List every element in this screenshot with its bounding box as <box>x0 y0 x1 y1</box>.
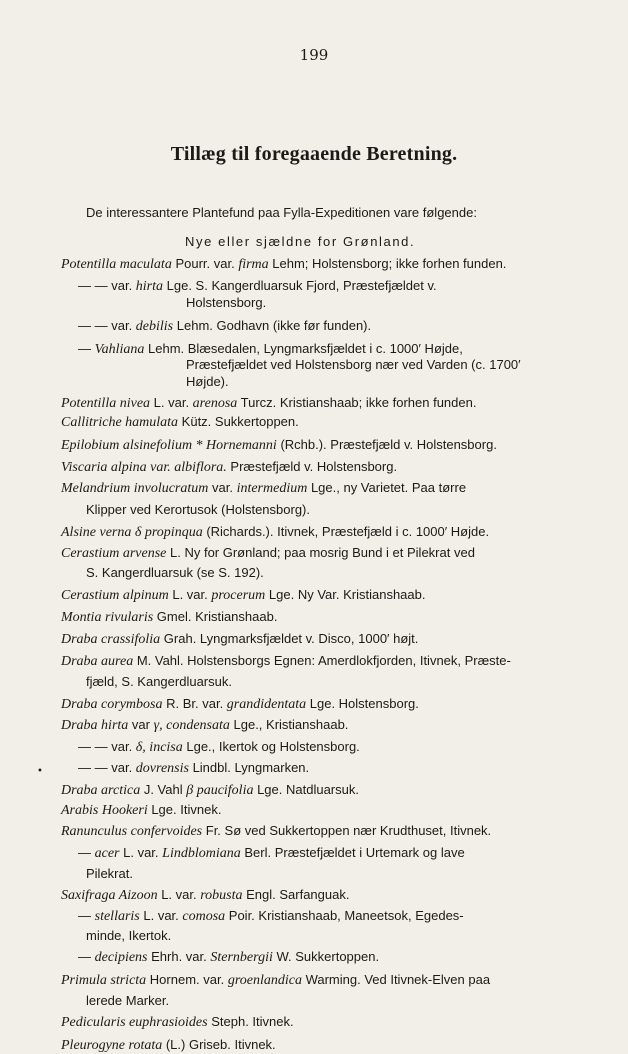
line-text: Engl. Sarfanguak. <box>242 887 350 902</box>
line-text: L. var. <box>157 887 201 902</box>
text-line <box>61 1014 294 1031</box>
section-subheading: Nye eller sjældne for Grønland. <box>185 234 416 249</box>
taxon-name: stellaris <box>94 909 140 924</box>
taxon-name: Melandrium involucratum <box>61 481 209 496</box>
taxon-name: Draba crassifolia <box>61 632 161 647</box>
taxon-name: Ranunculus confervoides <box>61 824 203 839</box>
text-line <box>61 1037 276 1054</box>
taxon-name: grandidentata <box>226 697 307 712</box>
text-line <box>61 653 511 670</box>
line-text: Præstefjæld v. Holstensborg. <box>226 459 398 474</box>
taxon-name: Draba corymbosa <box>61 697 163 712</box>
line-text: S. Kangerdluarsuk (se S. 192). <box>86 565 264 580</box>
text-line <box>61 696 419 713</box>
text-line <box>61 887 349 904</box>
line-text: Grah. Lyngmarksfjældet v. Disco, 1000′ højt. <box>160 631 419 646</box>
taxon-name: procerum <box>211 588 266 603</box>
taxon-name: Epilobium alsinefolium * Hornemanni <box>61 438 277 453</box>
line-text: — — var. <box>78 278 136 293</box>
line-text: Kütz. Sukkertoppen. <box>178 414 299 429</box>
line-text: var. <box>208 480 237 495</box>
line-text: — <box>78 845 95 860</box>
line-text: — — var. <box>78 318 136 333</box>
text-line <box>86 866 133 882</box>
taxon-name: decipiens <box>94 950 148 965</box>
text-line <box>61 395 476 412</box>
page-number: 199 <box>299 46 329 64</box>
line-text: Ehrh. var. <box>147 949 211 964</box>
taxon-name: firma <box>238 257 269 272</box>
line-text: L. var. <box>150 395 193 410</box>
taxon-name: arenosa <box>192 396 238 411</box>
text-line <box>78 949 379 966</box>
text-line <box>86 928 171 944</box>
taxon-name: Callitriche hamulata <box>61 415 179 430</box>
line-text: — <box>78 908 95 923</box>
taxon-name: dovrensis <box>135 761 189 776</box>
line-text: (Richards.). Itivnek, Præstefjæld i c. 1000′ Højde. <box>202 524 490 539</box>
text-line <box>86 502 310 518</box>
text-line <box>61 823 491 840</box>
page-title: Tillæg til foregaaende Beretning. <box>170 143 458 165</box>
text-line <box>78 845 465 862</box>
line-text: Lge., Ikertok og Holstensborg. <box>182 739 360 754</box>
taxon-name: Draba arctica <box>61 783 141 798</box>
text-line <box>86 674 232 690</box>
line-text: Lge. S. Kangerdluarsuk Fjord, Præstefjældet v. <box>163 278 437 293</box>
text-line <box>86 993 169 1009</box>
taxon-name: hirta <box>135 279 164 294</box>
taxon-name: Pleurogyne rotata <box>61 1038 163 1053</box>
taxon-name: Vahliana <box>94 342 145 357</box>
taxon-name: Potentilla nivea <box>61 396 151 411</box>
text-line <box>61 609 277 626</box>
line-text: Lge. Natdluarsuk. <box>253 782 359 797</box>
text-line <box>61 782 359 799</box>
taxon-name: robusta <box>200 888 243 903</box>
taxon-name: Potentilla maculata <box>61 257 172 272</box>
line-text: L. var. <box>168 587 212 602</box>
line-text: Lindbl. Lyngmarken. <box>188 760 310 775</box>
line-text: Hornem. var. <box>146 972 228 987</box>
text-line <box>186 357 521 373</box>
line-text: L. var. <box>139 908 183 923</box>
taxon-name: Draba hirta <box>61 718 129 733</box>
line-text: — <box>78 341 95 356</box>
text-line <box>78 318 371 335</box>
taxon-name: Alsine verna δ propinqua <box>61 525 203 540</box>
taxon-name: Montia rivularis <box>61 610 154 625</box>
line-text: Holstensborg. <box>186 295 267 310</box>
line-text: L. var. <box>119 845 163 860</box>
intro-text: De interessantere Plantefund paa Fylla-Expeditionen vare følgende: <box>86 205 477 220</box>
taxon-name: intermedium <box>236 481 308 496</box>
text-line <box>86 565 264 581</box>
text-line <box>61 587 425 604</box>
text-line <box>61 437 497 454</box>
line-text: R. Br. var. <box>162 696 227 711</box>
margin-bullet: • <box>37 766 43 777</box>
line-text: fjæld, S. Kangerdluarsuk. <box>86 674 232 689</box>
line-text: Warming. Ved Itivnek-Elven paa <box>301 972 491 987</box>
line-text: Højde). <box>186 374 229 389</box>
line-text: Berl. Præstefjældet i Urtemark og lave <box>240 845 465 860</box>
line-text: Turcz. Kristianshaab; ikke forhen funden. <box>237 395 477 410</box>
taxon-name: Saxifraga Aizoon <box>61 888 158 903</box>
line-text: Fr. Sø ved Sukkertoppen nær Krudthuset, Itivnek. <box>202 823 492 838</box>
text-line <box>61 717 348 734</box>
line-text: Klipper ved Kerortusok (Holstensborg). <box>86 502 310 517</box>
line-text: Poir. Kristianshaab, Maneetsok, Egedes- <box>225 908 464 923</box>
taxon-name: Primula stricta <box>61 973 147 988</box>
text-line <box>78 341 463 358</box>
taxon-name: Sternbergii <box>210 950 273 965</box>
taxon-name: δ, incisa <box>135 740 183 755</box>
line-text: minde, Ikertok. <box>86 928 172 943</box>
text-line <box>61 802 221 819</box>
text-line <box>61 459 397 476</box>
taxon-name: γ, condensata <box>153 718 230 733</box>
line-text: lerede Marker. <box>86 993 170 1008</box>
line-text: Lehm. Godhavn (ikke før funden). <box>173 318 372 333</box>
text-line <box>78 739 360 756</box>
taxon-name: Cerastium alpinum <box>61 588 169 603</box>
line-text: Steph. Itivnek. <box>207 1014 294 1029</box>
taxon-name: Lindblomiana <box>162 846 241 861</box>
line-text: M. Vahl. Holstensborgs Egnen: Amerdlokfjorden, Itivnek, Præste- <box>133 653 511 668</box>
line-text: L. Ny for Grønland; paa mosrig Bund i et Pilekrat ved <box>166 545 475 560</box>
line-text: Pourr. var. <box>171 256 239 271</box>
line-text: Lge., Kristianshaab. <box>229 717 349 732</box>
taxon-name: debilis <box>135 319 174 334</box>
text-line <box>61 972 490 989</box>
text-line <box>186 374 229 390</box>
line-text: J. Vahl <box>140 782 187 797</box>
text-line <box>61 256 506 273</box>
line-text: W. Sukkertoppen. <box>272 949 380 964</box>
line-text: var <box>128 717 154 732</box>
line-text: Gmel. Kristianshaab. <box>153 609 278 624</box>
taxon-name: Viscaria alpina var. albiflora. <box>61 460 227 475</box>
line-text: Lge. Itivnek. <box>147 802 222 817</box>
taxon-name: Cerastium arvense <box>61 546 167 561</box>
taxon-name: groenlandica <box>227 973 302 988</box>
taxon-name: Draba aurea <box>61 654 134 669</box>
taxon-name: Arabis Hookeri <box>61 803 148 818</box>
line-text: Lge. Holstensborg. <box>306 696 419 711</box>
text-line <box>78 908 464 925</box>
line-text: Præstefjældet ved Holstensborg nær ved Varden (c. 1700′ <box>186 357 521 372</box>
text-line <box>61 631 418 648</box>
line-text: Lehm. Blæsedalen, Lyngmarksfjældet i c. 1000′ Højde, <box>144 341 463 356</box>
line-text: — <box>78 949 95 964</box>
line-text: Lge. Ny Var. Kristianshaab. <box>265 587 426 602</box>
text-line <box>61 524 489 541</box>
line-text: (Rchb.). Præstefjæld v. Holstensborg. <box>276 437 497 452</box>
text-line <box>61 545 475 562</box>
text-line <box>78 278 437 295</box>
text-line <box>186 295 266 311</box>
line-text: Lge., ny Varietet. Paa tørre <box>307 480 467 495</box>
line-text: Pilekrat. <box>86 866 133 881</box>
line-text: (L.) Griseb. Itivnek. <box>162 1037 276 1052</box>
line-text: Lehm; Holstensborg; ikke forhen funden. <box>268 256 507 271</box>
text-line <box>61 414 299 431</box>
taxon-name: β paucifolia <box>186 783 254 798</box>
text-line <box>61 480 466 497</box>
taxon-name: comosa <box>182 909 226 924</box>
line-text: — — var. <box>78 760 136 775</box>
text-line <box>78 760 309 777</box>
taxon-name: Pedicularis euphrasioides <box>61 1015 208 1030</box>
line-text: — — var. <box>78 739 136 754</box>
taxon-name: acer <box>94 846 120 861</box>
